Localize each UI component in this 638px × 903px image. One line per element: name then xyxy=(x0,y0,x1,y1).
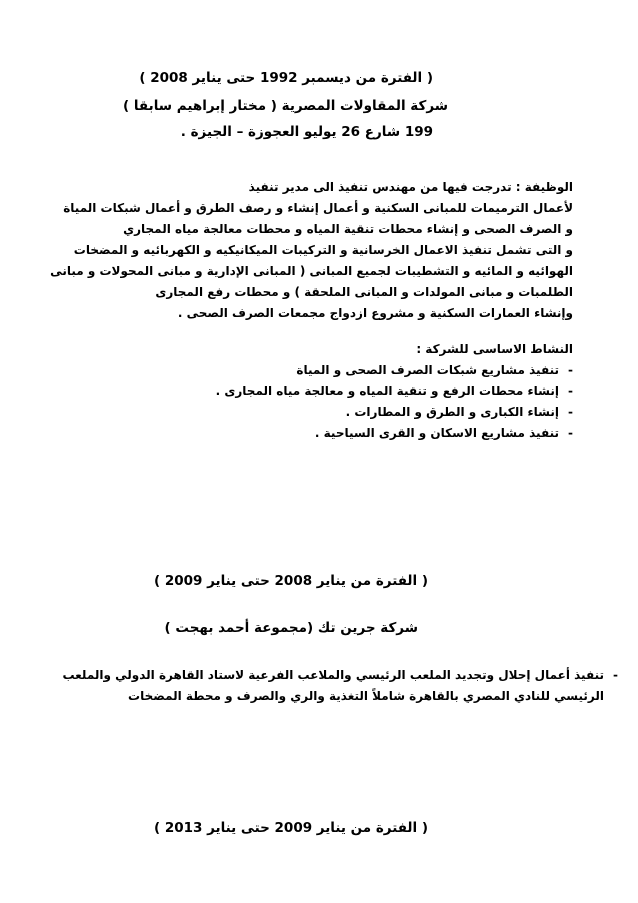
activity-text: تنفيذ مشاريع شبكات الصرف الصحى و المياة xyxy=(296,363,559,377)
activity-item xyxy=(315,426,573,440)
company-address-1: 199 شارع 26 يوليو العجوزة – الجيزة . xyxy=(180,124,433,140)
job-line: وإنشاء العمارات السكنية و مشروع ازدواج مجمعات الصرف الصحى . xyxy=(177,306,573,320)
period-heading-1: ( الفترة من ديسمبر 1992 حتى يناير 2008 ) xyxy=(139,70,433,86)
activity-text: إنشاء الكبارى و الطرق و المطارات . xyxy=(345,405,559,419)
activity-title: النشاط الاساسى للشركة : xyxy=(416,342,573,356)
activity-text: إنشاء محطات الرفع و تنقية المياه و معالجة مياه المجارى . xyxy=(215,384,559,398)
company-name-1: شركة المقاولات المصرية ( مختار إبراهيم سابقا ) xyxy=(122,98,448,114)
period-heading-3: ( الفترة من يناير 2009 حتى يناير 2013 ) xyxy=(153,820,428,836)
bullet-dash: - xyxy=(613,668,618,682)
job-line: الهوائيه و المائيه و التشطيبات لجميع المبانى ( المبانى الإدارية و مبانى المحولات و مبانى xyxy=(50,264,573,278)
activity-item xyxy=(346,405,573,419)
bullet-dash: - xyxy=(568,426,573,440)
activity-item xyxy=(216,384,573,398)
project-item xyxy=(62,668,618,682)
bullet-dash: - xyxy=(568,384,573,398)
bullet-dash: - xyxy=(568,363,573,377)
project-text: تنفيذ أعمال إحلال وتجديد الملعب الرئيسي والملاعب الفرعية لاستاد القاهرة الدولي والملعب xyxy=(62,668,604,682)
activity-text: تنفيذ مشاريع الاسكان و القرى السياحية . xyxy=(314,426,559,440)
project-text-continued: الرئيسي للنادي المصري بالقاهرة شاملاً التغذية والري والصرف و محطة المضخات xyxy=(128,689,604,703)
job-line: و الصرف الصحى و إنشاء محطات تنقية المياه و محطات معالجة مياه المجاري xyxy=(123,222,573,236)
job-line: لأعمال الترميمات للمبانى السكنية و أعمال إنشاء و رصف الطرق و أعمال شبكات المياة xyxy=(63,201,573,215)
job-line: و التى تشمل تنفيذ الاعمال الخرسانية و التركيبات الميكانيكيه و الكهربائيه و المضخات xyxy=(73,243,573,257)
company-name-2: شركة جرين تك (مجموعة أحمد بهجت ) xyxy=(164,620,418,636)
job-line: الوظيفة : تدرجت فيها من مهندس تنفيذ الى مدير تنفيذ xyxy=(248,180,573,194)
job-line: الطلمبات و مبانى المولدات و المبانى الملحقة ) و محطات رفع المجارى xyxy=(155,285,573,299)
period-heading-2: ( الفترة من يناير 2008 حتى يناير 2009 ) xyxy=(153,573,428,589)
activity-item xyxy=(296,363,573,377)
bullet-dash: - xyxy=(568,405,573,419)
